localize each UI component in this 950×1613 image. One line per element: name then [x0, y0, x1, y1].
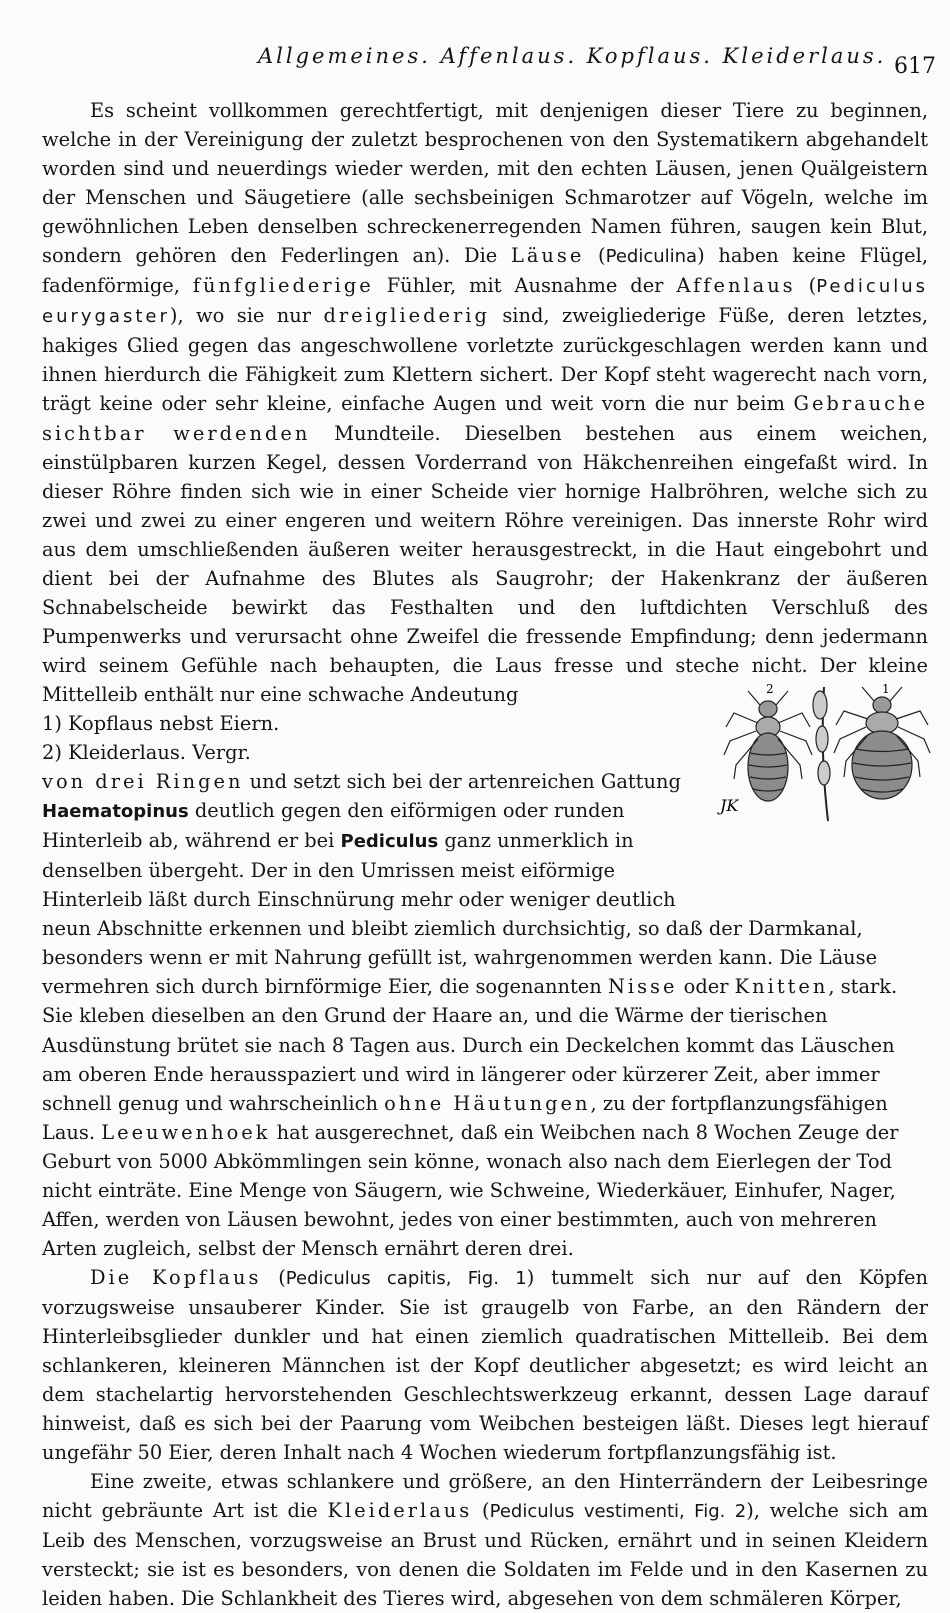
clothes-louse-drawing [724, 691, 812, 801]
text-run: , stark. Sie kleben dieselben an den Grund der Haare an, und die Wärme der tierischen Ausdünstung brütet sie nach 8 Tagen aus. Durch ein Deckelchen kommt das Läuschen am oberen Ende herausspaziert und wird in längerer oder kürzerer Zeit, aber immer schnell genug und wahrscheinlich [42, 975, 898, 1115]
term-knitten: Knitten [734, 975, 829, 999]
text-run: oder [677, 975, 735, 999]
paragraph-3 [42, 1467, 928, 1613]
figure-label-1: 1 [882, 682, 890, 696]
text-run: ( [584, 244, 606, 268]
caption-line-2: 2) Kleiderlaus. Vergr. [42, 741, 251, 765]
paragraph-2 [42, 1263, 928, 1467]
text-run: ), welche sich am Leib des Menschen, vorzugsweise an Brust und Rücken, ernährt und in seinen Kleidern versteckt; sie ist es besonders, von denen die Soldaten im Felde und in den Kasernen zu leiden haben. Die Schlankheit des Tieres wird, abgesehen von dem schmäleren Körper, [42, 1499, 928, 1611]
text-run: ), wo sie nur [169, 304, 324, 328]
page-number: 617 [894, 54, 936, 79]
latin-name-pediculus: Pediculus [340, 831, 439, 853]
text-run: , zu der fortpflanzungsfähigen Laus. [42, 1091, 888, 1144]
latin-name-pediculina: Pediculina [605, 246, 698, 268]
text-run: ) tummelt sich nur auf den Köpfen vorzugsweise unsauberer Kinder. Sie ist graugelb von Farbe, an den Rändern der Hinterleibsglieder dunkler und hat einen ziemlich quadratischen Mittelleib. Bei dem schlankeren, kleineren Männchen ist der Kopf deutlicher abgesetzt; es wird leicht an dem stachelartig hervorstehenden Geschlechtswerkzeug erkannt, dessen Lage darauf hinweist, daß es sich bei der Paarung vom Weibchen besteigen läßt. Dieses legt hierauf ungefähr 50 Eier, deren Inhalt nach 4 Wochen wiederum fortpflanzungsfähig ist. [42, 1265, 928, 1465]
term-kopflaus: Die Kopflaus [90, 1265, 262, 1289]
term-nisse: Nisse [607, 975, 678, 999]
term-gebrauche: Gebrauche sichtbar werdenden [42, 392, 928, 445]
text-run: ( [472, 1499, 490, 1523]
hair-with-eggs-drawing [813, 687, 830, 821]
text-run: sind, zweigliederige Füße, deren letztes, hakiges Glied gegen das angeschwollene vorletzte zurückgeschlagen werden kann und ihnen hierdurch die Fähigkeit zum Klettern sichert. Der Kopf steht wagerecht nach vorn, trägt keine oder sehr kleine, einfache Augen und weit vorn die nur beim [42, 304, 928, 416]
text-run: ) haben keine Flügel, fadenförmige, [42, 244, 928, 298]
figure-label-2: 2 [766, 682, 774, 696]
text-run: Eine zweite, etwas schlankere und größere, an den Hinterrändern der Leibesringe nicht gebräunte Art ist die [42, 1470, 928, 1523]
term-laeuse: Läuse [510, 244, 585, 268]
caption-line-1: 1) Kopflaus nebst Eiern. [42, 711, 280, 735]
text-run: Fühler, mit Ausnahme der [373, 274, 677, 298]
figure-lice [716, 683, 942, 887]
text-run: ( [261, 1265, 286, 1289]
text-run: deutlich gegen den eiförmigen oder runden Hinterleib ab, während er bei [42, 799, 625, 853]
latin-name-haematopinus: Haematopinus [42, 801, 189, 823]
text-run: ganz unmerklich in denselben übergeht. Der in den Umrissen meist eiförmige Hinterleib läßt durch Einschnürung mehr oder weniger deutlich neun Abschnitte erkennen und bleibt ziemlich durchsichtig, so daß der Darmkanal, besonders wenn er mit Nahrung gefüllt ist, wahrgenommen werden kann. Die Läuse vermehren sich durch birnförmige Eier, die sogenannten [42, 829, 878, 999]
lice-illustration [716, 683, 942, 823]
name-leeuwenhoek: Leeuwenhoek [101, 1120, 271, 1144]
latin-name-pediculus-eurygaster: Pediculus eurygaster [42, 276, 929, 328]
running-title: Allgemeines. Affenlaus. Kopflaus. Kleiderlaus. [258, 44, 887, 68]
body-text [42, 96, 928, 1613]
term-dreigliederig: dreigliederig [323, 304, 490, 328]
text-run: und setzt sich bei der artenreichen Gattung [243, 770, 681, 794]
term-ohne-haeutungen: ohne Häutungen [384, 1091, 591, 1115]
text-run: Es scheint vollkommen gerechtfertigt, mit denjenigen dieser Tiere zu beginnen, welche in der Vereinigung der zuletzt besprochenen von den Systematikern abgehandelt worden sind und neuerdings wieder werden, mit den echten Läusen, jenen Quälgeistern der Menschen und Säugetiere (alle sechsbeinigen Schmarotzer auf Vögeln, welche im gewöhnlichen Leben denselben schreckenerregenden Namen führen, saugen kein Blut, sondern gehören den Federlingen an). Die [42, 99, 928, 268]
text-run: hat ausgerechnet, daß ein Weibchen nach 8 Wochen Zeuge der Geburt von 5000 Abkömmlingen sein könne, wonach also nach dem Eierlegen der Tod nicht einträte. Eine Menge von Säugern, wie Schweine, Wiederkäuer, Einhufer, Nager, Affen, werden von Läusen bewohnt, jedes von einer bestimmten, auch von mehreren Arten zugleich, selbst der Mensch ernährt deren drei. [42, 1120, 899, 1260]
artist-signature: JK [720, 795, 739, 815]
term-kleiderlaus: Kleiderlaus [327, 1499, 473, 1523]
text-run: ( [795, 274, 817, 298]
term-fuenfgliederige: fünfgliederige [192, 274, 374, 298]
latin-name-pediculus-capitis: Pediculus capitis, Fig. 1 [285, 1267, 527, 1289]
latin-name-pediculus-vestimenti: Pediculus vestimenti, Fig. 2 [489, 1501, 747, 1523]
term-affenlaus: Affenlaus [676, 274, 796, 298]
text-run: Mundteile. Dieselben bestehen aus einem weichen, einstülpbaren kurzen Kegel, dessen Vorderrand von Häkchenreihen eingefaßt wird. In dieser Röhre finden sich wie in einer Scheide vier hornige Halbröhren, welche sich zu zwei und zwei zu einer engeren und weitern Röhre vereinigen. Das innerste Rohr wird aus dem umschließenden äußeren weiter herausgestreckt, in die Haut eingebohrt und dient bei der Aufnahme des Blutes als Saugrohr; der Hakenkranz der äußeren Schnabelscheide bewirkt das Festhalten und den luftdichten Verschluß des Pumpenwerks und verursacht ohne Zweifel die fressende Empfindung; denn jedermann wird seinem Gefühle nach behaupten, die Laus fresse und steche nicht. Der kleine Mittelleib enthält nur eine schwache Andeutung [42, 421, 928, 706]
head-louse-drawing [834, 687, 930, 799]
running-header [0, 44, 950, 79]
term-von-drei-ringen: von drei Ringen [42, 770, 244, 794]
